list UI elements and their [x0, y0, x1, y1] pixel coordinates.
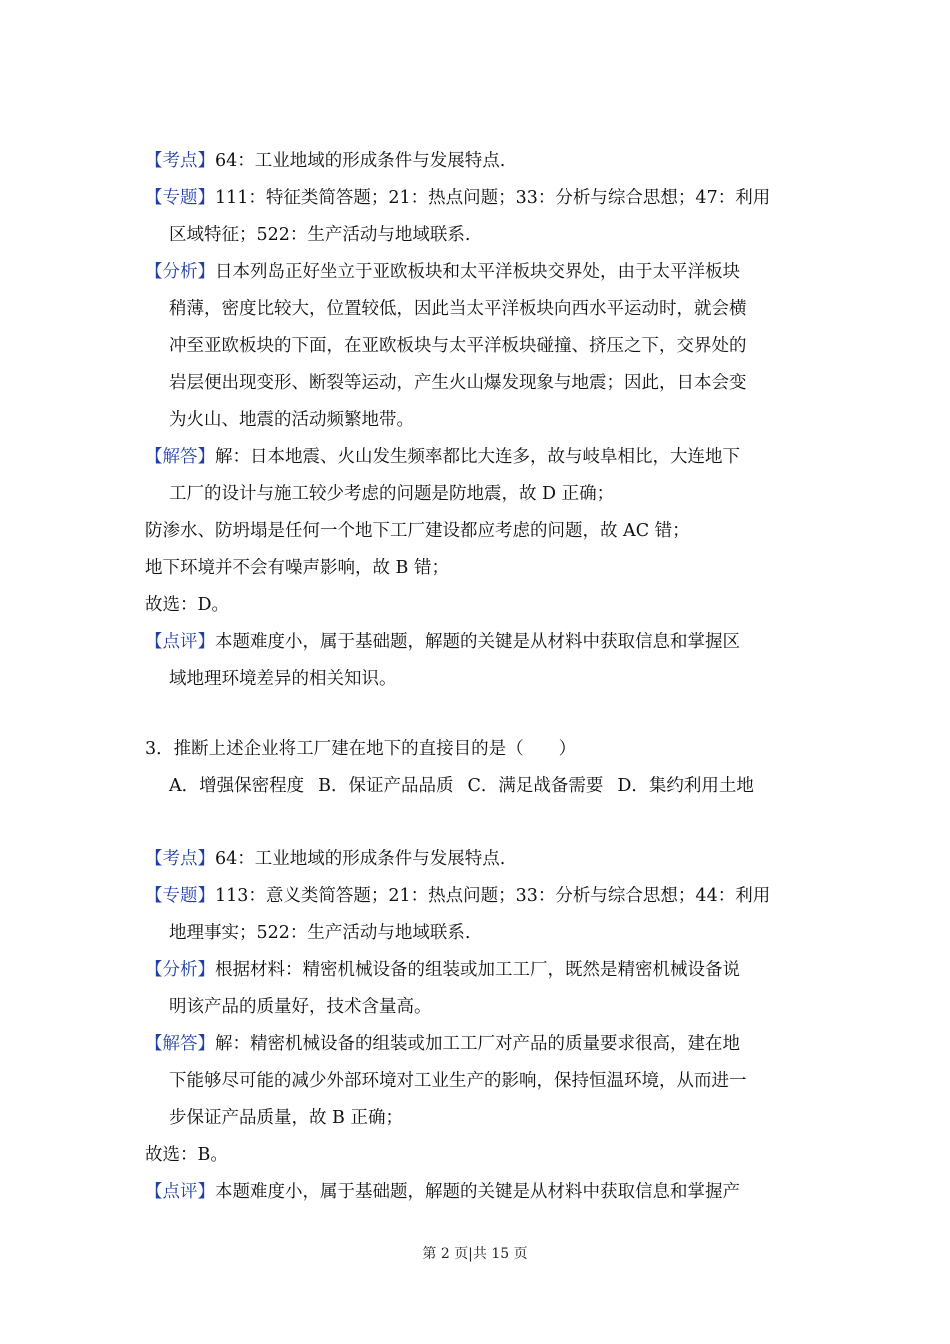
question-options [145, 768, 810, 805]
fenxi-tag: 【分析】 [145, 262, 215, 282]
answer-line-2: 故选：B。 [145, 1145, 228, 1165]
fenxi-text-2: 根据材料：精密机械设备的组装或加工工厂，既然是精密机械设备说 [215, 960, 740, 980]
zhuanti-cont-2: 地理事实；522：生产活动与地域联系. [169, 923, 471, 943]
fenxi-cont-2b: 明该产品的质量好，技术含量高。 [169, 997, 432, 1017]
kaodian-tag-2: 【考点】 [145, 849, 215, 869]
option-d: D．集约利用土地 [617, 776, 754, 796]
option-a: A．增强保密程度 [169, 776, 305, 796]
option-c: C．满足战备需要 [467, 776, 604, 796]
zhuanti-tag-2: 【专题】 [145, 886, 215, 906]
dianping-tag: 【点评】 [145, 632, 215, 652]
jieda-line [145, 439, 810, 476]
question-3 [145, 731, 810, 805]
answer-section-1 [145, 143, 810, 698]
page-footer: 第 2 页|共 15 页 [422, 1246, 528, 1262]
jieda-cont-2b: 下能够尽可能的减少外部环境对工业生产的影响，保持恒温环境，从而进一 [169, 1071, 747, 1091]
dianping-text-2: 本题难度小，属于基础题，解题的关键是从材料中获取信息和掌握产 [215, 1182, 740, 1202]
dianping-tag-2: 【点评】 [145, 1182, 215, 1202]
dianping-line [145, 624, 810, 661]
zhuanti-text: 111：特征类简答题；21：热点问题；33：分析与综合思想；47：利用 [215, 188, 771, 208]
dianping-text: 本题难度小，属于基础题，解题的关键是从材料中获取信息和掌握区 [215, 632, 740, 652]
answer-section-2 [145, 841, 810, 1211]
jieda-cont-2c: 步保证产品质量，故 B 正确； [169, 1108, 403, 1128]
kaodian-line-2 [145, 841, 810, 878]
kaodian-text: 64：工业地域的形成条件与发展特点. [215, 151, 506, 171]
fenxi-line [145, 254, 810, 291]
jieda-cont: 工厂的设计与施工较少考虑的问题是防地震，故 D 正确； [169, 484, 615, 504]
kaodian-text-2: 64：工业地域的形成条件与发展特点. [215, 849, 506, 869]
kaodian-line [145, 143, 810, 180]
plain-line-2: 地下环境并不会有噪声影响，故 B 错； [145, 558, 449, 578]
zhuanti-cont: 区域特征；522：生产活动与地域联系. [169, 225, 471, 245]
option-b: B．保证产品品质 [318, 776, 454, 796]
answer-line: 故选：D。 [145, 595, 230, 615]
fenxi-line-2 [145, 952, 810, 989]
plain-line-1: 防渗水、防坍塌是任何一个地下工厂建设都应考虑的问题，故 AC 错； [145, 521, 690, 541]
fenxi-cont-3: 冲至亚欧板块的下面，在亚欧板块与太平洋板块碰撞、挤压之下，交界处的 [169, 336, 747, 356]
zhuanti-line-2 [145, 878, 810, 915]
jieda-line-2 [145, 1026, 810, 1063]
dianping-cont: 域地理环境差异的相关知识。 [169, 669, 397, 689]
zhuanti-line [145, 180, 810, 217]
fenxi-cont-4: 岩层便出现变形、断裂等运动，产生火山爆发现象与地震；因此，日本会变 [169, 373, 747, 393]
fenxi-text: 日本列岛正好坐立于亚欧板块和太平洋板块交界处，由于太平洋板块 [215, 262, 740, 282]
jieda-tag-2: 【解答】 [145, 1034, 215, 1054]
dianping-line-2 [145, 1174, 810, 1211]
fenxi-cont-5: 为火山、地震的活动频繁地带。 [169, 410, 414, 430]
kaodian-tag: 【考点】 [145, 151, 215, 171]
zhuanti-text-2: 113：意义类简答题；21：热点问题；33：分析与综合思想；44：利用 [215, 886, 771, 906]
jieda-text: 解：日本地震、火山发生频率都比大连多，故与岐阜相比，大连地下 [215, 447, 740, 467]
zhuanti-tag: 【专题】 [145, 188, 215, 208]
fenxi-tag-2: 【分析】 [145, 960, 215, 980]
question-stem: 3．推断上述企业将工厂建在地下的直接目的是（ ） [145, 739, 577, 759]
fenxi-cont-2: 稍薄，密度比较大，位置较低，因此当太平洋板块向西水平运动时，就会横 [169, 299, 747, 319]
jieda-tag: 【解答】 [145, 447, 215, 467]
jieda-text-2: 解：精密机械设备的组装或加工工厂对产品的质量要求很高，建在地 [215, 1034, 740, 1054]
